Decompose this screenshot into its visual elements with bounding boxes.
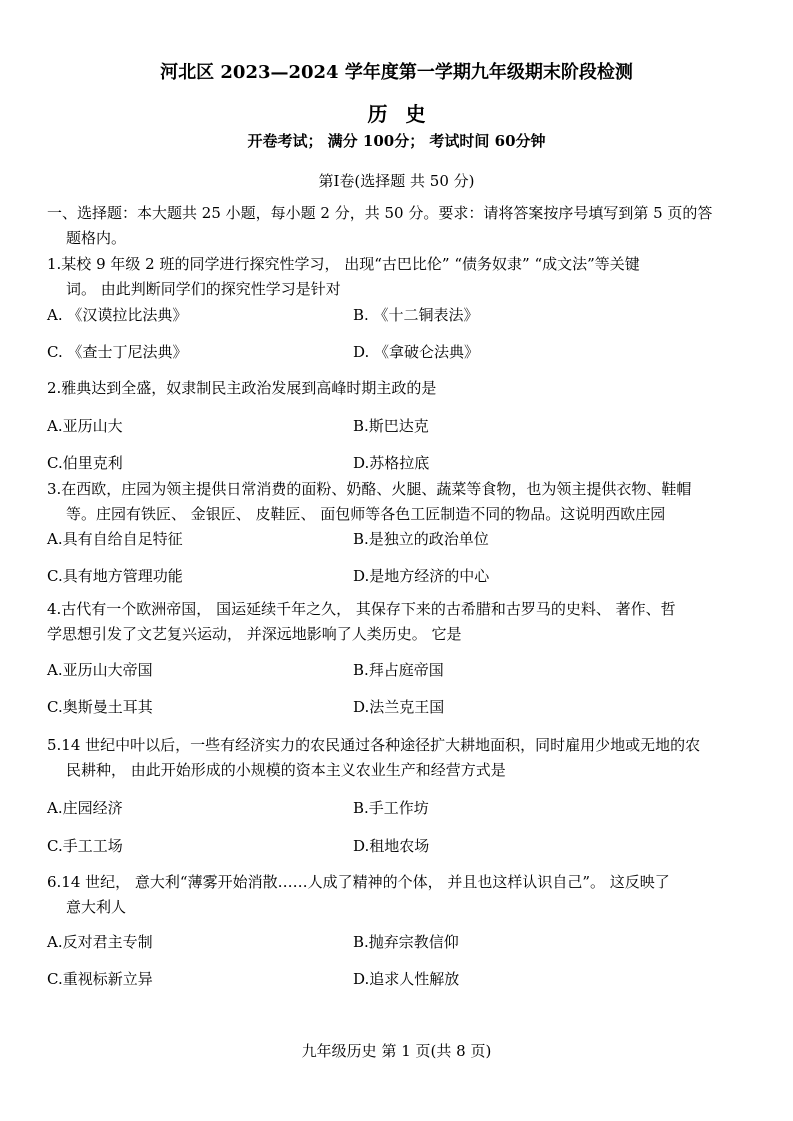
option-d: D.租地农场 xyxy=(353,837,430,855)
option-c: C.伯里克利 xyxy=(47,454,123,472)
option-a: A. 《汉谟拉比法典》 xyxy=(47,306,188,324)
option-c: C.重视标新立异 xyxy=(47,970,153,988)
option-d: D.追求人性解放 xyxy=(353,970,460,988)
option-b: B.拜占庭帝国 xyxy=(353,661,444,679)
option-d: D.法兰克王国 xyxy=(353,698,445,716)
question-stem: 1.某校 9 年级 2 班的同学进行探究性学习， 出现“古巴比伦” “债务奴隶” “成文法”等关键 xyxy=(47,255,640,273)
instructions-line-2: 题格内。 xyxy=(66,229,127,247)
option-b: B.是独立的政治单位 xyxy=(353,530,489,548)
question-stem-continued: 学思想引发了文艺复兴运动， 并深远地影响了人类历史。 它是 xyxy=(47,625,462,643)
page-footer: 九年级历史 第 1 页(共 8 页) xyxy=(301,1042,492,1060)
question-stem-continued: 意大利人 xyxy=(66,898,127,916)
option-c: C. 《查士丁尼法典》 xyxy=(47,343,188,361)
question-stem: 5.14 世纪中叶以后，一些有经济实力的农民通过各种途径扩大耕地面积，同时雇用少地或无地的农 xyxy=(47,736,701,754)
option-a: A.具有自给自足特征 xyxy=(47,530,183,548)
question-stem: 2.雅典达到全盛，奴隶制民主政治发展到高峰时期主政的是 xyxy=(47,379,437,397)
question-stem: 3.在西欧，庄园为领主提供日常消费的面粉、奶酪、火腿、蔬菜等食物，也为领主提供衣物、鞋帽 xyxy=(47,480,692,498)
option-a: A.亚历山大帝国 xyxy=(47,661,153,679)
option-a: A.庄园经济 xyxy=(47,799,123,817)
part-heading: 第Ⅰ卷(选择题 共 50 分) xyxy=(318,172,475,190)
question-stem: 6.14 世纪， 意大利“薄雾开始消散……人成了精神的个体， 并且也这样认识自己”。 这反映了 xyxy=(47,873,670,891)
option-b: B.抛弃宗教信仰 xyxy=(353,933,459,951)
option-c: C.具有地方管理功能 xyxy=(47,567,183,585)
instructions-line-1: 一、选择题：本大题共 25 小题，每小题 2 分，共 50 分。要求：请将答案按序号填写到第 5 页的答 xyxy=(47,204,713,222)
option-b: B.手工作坊 xyxy=(353,799,429,817)
exam-info: 开卷考试； 满分 100分； 考试时间 60分钟 xyxy=(247,132,546,150)
exam-title: 河北区 2023—2024 学年度第一学期九年级期末阶段检测 xyxy=(160,62,633,83)
option-a: A.亚历山大 xyxy=(47,417,123,435)
option-d: D. 《拿破仑法典》 xyxy=(353,343,480,361)
question-stem-continued: 民耕种， 由此开始形成的小规模的资本主义农业生产和经营方式是 xyxy=(66,761,506,779)
option-a: A.反对君主专制 xyxy=(47,933,153,951)
subject-title: 历史 xyxy=(367,102,444,126)
option-c: C.手工工场 xyxy=(47,837,123,855)
question-stem: 4.古代有一个欧洲帝国， 国运延续千年之久， 其保存下来的古希腊和古罗马的史料、 著作、哲 xyxy=(47,600,676,618)
option-b: B. 《十二铜表法》 xyxy=(353,306,479,324)
option-d: D.是地方经济的中心 xyxy=(353,567,490,585)
question-stem-continued: 等。庄园有铁匠、 金银匠、 皮鞋匠、 面包师等各色工匠制造不同的物品。这说明西欧庄园 xyxy=(66,505,666,523)
option-b: B.斯巴达克 xyxy=(353,417,429,435)
option-c: C.奥斯曼土耳其 xyxy=(47,698,153,716)
option-d: D.苏格拉底 xyxy=(353,454,430,472)
question-stem-continued: 词。 由此判断同学们的探究性学习是针对 xyxy=(66,280,341,298)
